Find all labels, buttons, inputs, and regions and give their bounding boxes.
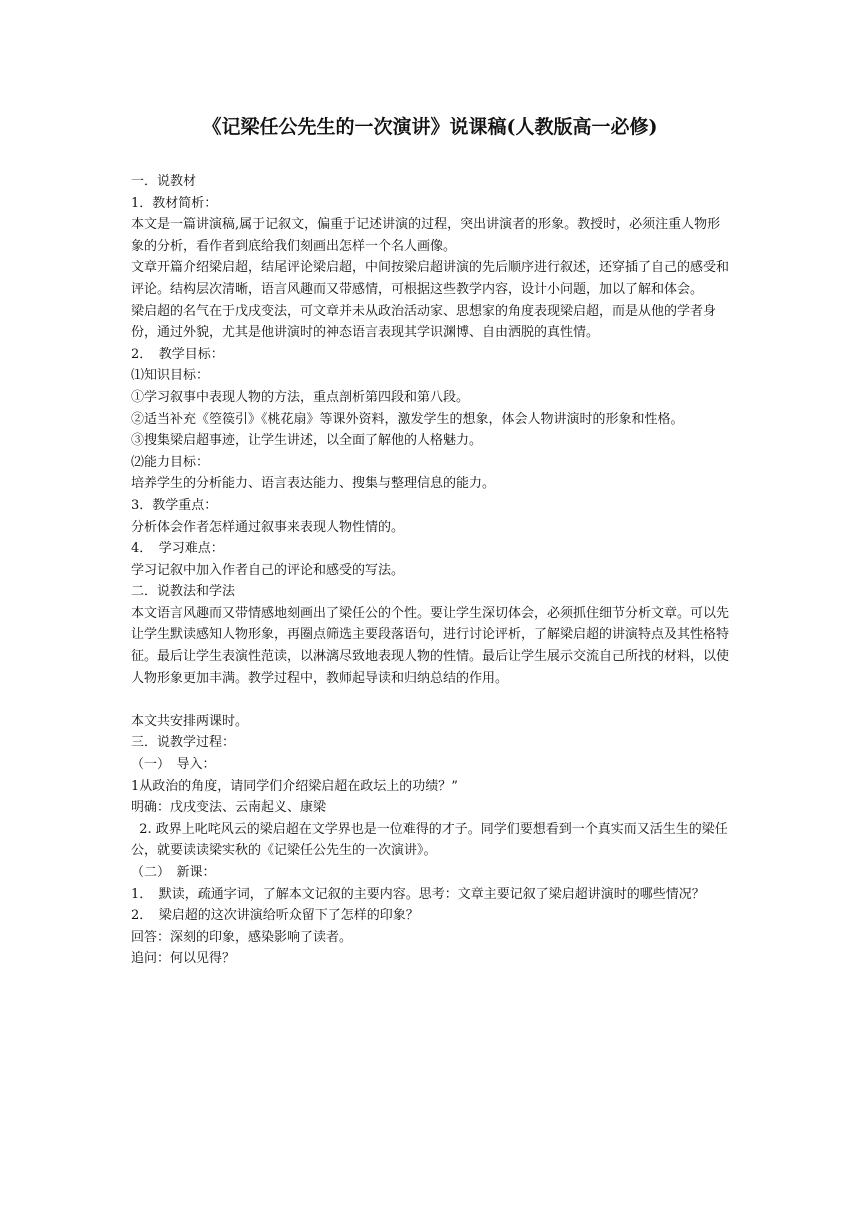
subheading-ability-goals: ⑵能力目标： <box>131 454 210 470</box>
paragraph: 追问：何以见得？ <box>131 951 236 967</box>
paragraph: 文章开篇介绍梁启超，结尾评论梁启超，中间按梁启超讲演的先后顺序进行叙述，还穿插了自己的感受和评论。结构层次清晰，语言风趣而又带感情，可根据这些教学内容，设计小问题，加以了解和体会。 <box>131 260 730 297</box>
blank-line <box>131 689 731 711</box>
document-title: 《记梁任公先生的一次演讲》说课稿(人教版高一必修) <box>202 116 658 138</box>
subheading-knowledge-goals: ⑴知识目标： <box>131 368 210 384</box>
subheading-new-lesson: （二） 新课： <box>131 865 216 880</box>
paragraph: 本文共安排两课时。 <box>131 713 249 729</box>
subheading-textbook-analysis: 1．教材简析： <box>131 195 218 211</box>
subheading-introduction: （一） 导入： <box>131 757 216 773</box>
paragraph: 培养学生的分析能力、语言表达能力、搜集与整理信息的能力。 <box>131 476 496 492</box>
section-heading-process: 三．说教学过程： <box>131 735 236 751</box>
list-item: ①学习叙事中表现人物的方法，重点剖析第四段和第八段。 <box>131 389 470 405</box>
subheading-learning-difficulty: 4． 学习难点： <box>131 541 224 557</box>
paragraph: 明确：戊戌变法、云南起义、康梁 <box>131 800 327 816</box>
paragraph: 本文是一篇讲演稿,属于记叙文，偏重于记述讲演的过程，突出讲演者的形象。教授时，必须注重人物形象的分析，看作者到底给我们刻画出怎样一个名人画像。 <box>131 217 721 254</box>
paragraph: 学习记叙中加入作者自己的评论和感受的写法。 <box>131 562 405 578</box>
subheading-teaching-goals: 2． 教学目标： <box>131 346 224 362</box>
list-item: ③搜集梁启超事迹，让学生讲述，以全面了解他的人格魅力。 <box>131 433 483 449</box>
paragraph: 1． 默读，疏通字词，了解本文记叙的主要内容。思考：文章主要记叙了梁启超讲演时的哪些情况？ <box>131 886 705 902</box>
document-body <box>131 171 731 970</box>
subheading-teaching-focus: 3．教学重点： <box>131 497 218 513</box>
section-heading-methods: 二．说教法和学法 <box>131 584 236 600</box>
paragraph: 2． 梁启超的这次讲演给听众留下了怎样的印象？ <box>131 908 419 924</box>
paragraph: 回答：深刻的印象，感染影响了读者。 <box>131 929 353 945</box>
section-heading-textbook: 一．说教材 <box>131 174 197 189</box>
paragraph: 分析体会作者怎样通过叙事来表现人物性情的。 <box>131 519 405 535</box>
paragraph: 本文语言风趣而又带情感地刻画出了梁任公的个性。要让学生深切体会，必须抓住细节分析文章。可以先让学生默读感知人物形象，再圈点筛选主要段落语句，进行讨论评析，了解梁启超的讲演特点及其性格特征。最后让学生表演性范读，以淋漓尽致地表现人物的性情。最后让学生展示交流自己所找的材料，以使人物形象更加丰满。教学过程中，教师起导读和归纳总结的作用。 <box>131 605 730 686</box>
list-item: ②适当补充《箜篌引》《桃花扇》等课外资料，激发学生的想象，体会人物讲演时的形象和性格。 <box>131 411 684 427</box>
paragraph: 梁启超的名气在于戊戌变法，可文章并未从政治活动家、思想家的角度表现梁启超，而是从他的学者身份，通过外貌，尤其是他讲演时的神态语言表现其学识渊博、自由洒脱的真性情。 <box>131 303 717 341</box>
paragraph: 1从政治的角度，请同学们介绍梁启超在政坛上的功绩？” <box>131 778 458 794</box>
paragraph: 2. 政界上叱咤风云的梁启超在文学界也是一位难得的才子。同学们要想看到一个真实而又活生生的梁任公，就要读读梁实秋的《记梁任公先生的一次演讲》。 <box>131 821 728 859</box>
